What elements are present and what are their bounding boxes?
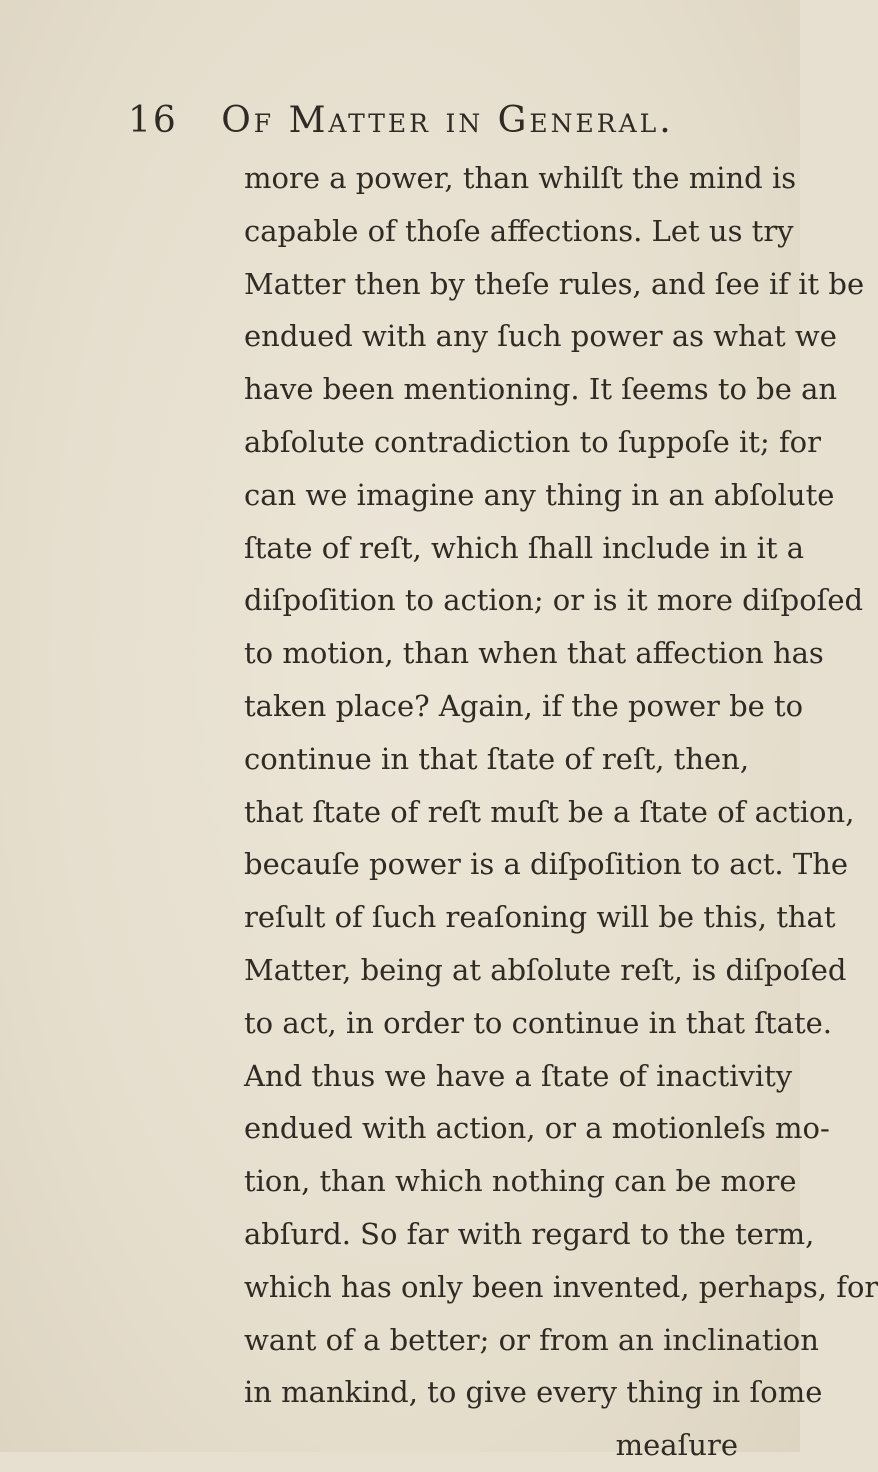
text-line: abſolute contradiction to ſuppoſe it; for (244, 424, 821, 459)
text-line: ſtate of reſt, which ſhall include in it a (244, 530, 805, 565)
page-header (128, 100, 674, 141)
text-line: endued with action, or a motionleſs mo- (244, 1111, 830, 1146)
text-line: have been mentioning. It ſeems to be an (244, 372, 838, 407)
text-line: which has only been invented, perhaps, for (244, 1269, 878, 1304)
text-line: capable of thoſe affections. Let us try (244, 213, 794, 248)
text-line: Matter, being at abſolute reſt, is diſpoſed (244, 952, 847, 987)
body-text (244, 152, 878, 1472)
text-line: more a power, than whilſt the mind is (244, 161, 797, 195)
text-line: to act, in order to continue in that ſtate. (244, 1005, 833, 1040)
text-line: endued with any ſuch power as what we (244, 319, 837, 354)
running-head: Of Matter in General. (221, 100, 674, 141)
text-line: that ſtate of reſt muſt be a ſtate of action, (244, 794, 855, 829)
text-line: And thus we have a ſtate of inactivity (244, 1058, 793, 1093)
text-line: want of a better; or from an inclination (244, 1322, 819, 1357)
text-line: to motion, than when that affection has (244, 636, 824, 671)
text-line: can we imagine any thing in an abſolute (244, 477, 835, 512)
text-line: Matter then by theſe rules, and ſee if it be (244, 266, 865, 301)
text-line: continue in that ſtate of reſt, then, (244, 741, 750, 776)
text-line: becauſe power is a diſpoſition to act. The (244, 847, 849, 882)
text-line: reſult of ſuch reaſoning will be this, that (244, 900, 836, 935)
text-line: diſpoſition to action; or is it more diſpoſed (244, 583, 864, 618)
text-line: in mankind, to give every thing in ſome (244, 1375, 823, 1410)
text-line: tion, than which nothing can be more (244, 1164, 797, 1199)
text-line: abſurd. So far with regard to the term, (244, 1216, 815, 1251)
catchword: meaſure (615, 1428, 738, 1463)
page-number: 16 (128, 100, 178, 141)
text-line: taken place? Again, if the power be to (244, 688, 804, 723)
